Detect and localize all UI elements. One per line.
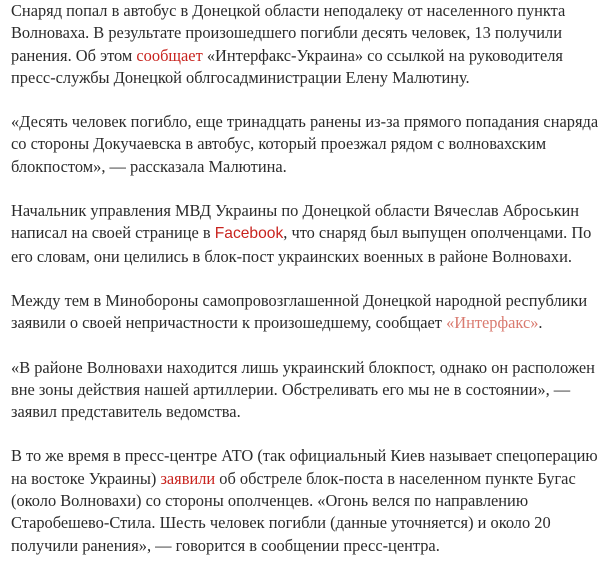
link-zayavili[interactable]: заявили xyxy=(160,468,216,488)
paragraph-3-text-end: , что снаряд был выпущен ополченцами. По его словам, они целились в блок-пост украинских военных в районе Волновахи. xyxy=(11,223,592,266)
paragraph-3-text-start: Начальник управления МВД Украины по Донецкой области Вячеслав Аброськин написал на своей странице в xyxy=(11,201,580,243)
paragraph-1-text-end: «Интерфакс-Украина» со ссылкой на руководителя пресс-службы Донецкой облгосадминистрации Елену Малютину. xyxy=(11,45,563,87)
paragraph-6 xyxy=(11,445,605,556)
paragraph-6-text-end: об обстреле блок-поста в населенном пункте Бугас (около Волновахи) со стороны ополченцев. «Огонь велся по направлению Старобешево-Стила. Шесть человек погибли (данные уточняется) и около 20 получили ранения», — говорится в сообщении пресс-центра. xyxy=(11,468,576,555)
paragraph-5-quote xyxy=(11,357,605,424)
paragraph-1 xyxy=(11,0,605,89)
link-soobshchaet[interactable]: сообщает xyxy=(136,45,203,65)
paragraph-5-text: «В районе Волновахи находится лишь украинский блокпост, однако он расположен вне зоны действия нашей артиллерии. Обстреливать его мы не в состоянии», — заявил представитель ведомства. xyxy=(11,357,595,422)
paragraph-2-quote xyxy=(11,111,605,178)
paragraph-3 xyxy=(11,200,605,268)
paragraph-2-text: «Десять человек погибло, еще тринадцать ранены из-за прямого попадания снаряда со стороны Докучаевска в автобус, который проезжал рядом с волновахским блокпостом», — рассказала Малютина. xyxy=(11,112,599,176)
link-interfax[interactable]: «Интерфакс» xyxy=(446,313,539,333)
paragraph-4-text-start: Между тем в Минобороны самопровозглашенной Донецкой народной республики заявили о своей непричастности к произошедшему, сообщает xyxy=(11,290,588,333)
paragraph-1-text-start: Снаряд попал в автобус в Донецкой области неподалеку от населенного пункта Волноваха. В результате произошедшего погибли десять человек, 13 получили ранения. Об этом xyxy=(11,1,566,65)
paragraph-6-text-start: В то же время в пресс-центре АТО (так официальный Киев называет спецоперацию на востоке Украины) xyxy=(11,446,598,488)
paragraph-4 xyxy=(11,290,605,335)
link-facebook[interactable]: Facebook xyxy=(214,225,284,243)
paragraph-4-text-end: . xyxy=(538,313,543,333)
